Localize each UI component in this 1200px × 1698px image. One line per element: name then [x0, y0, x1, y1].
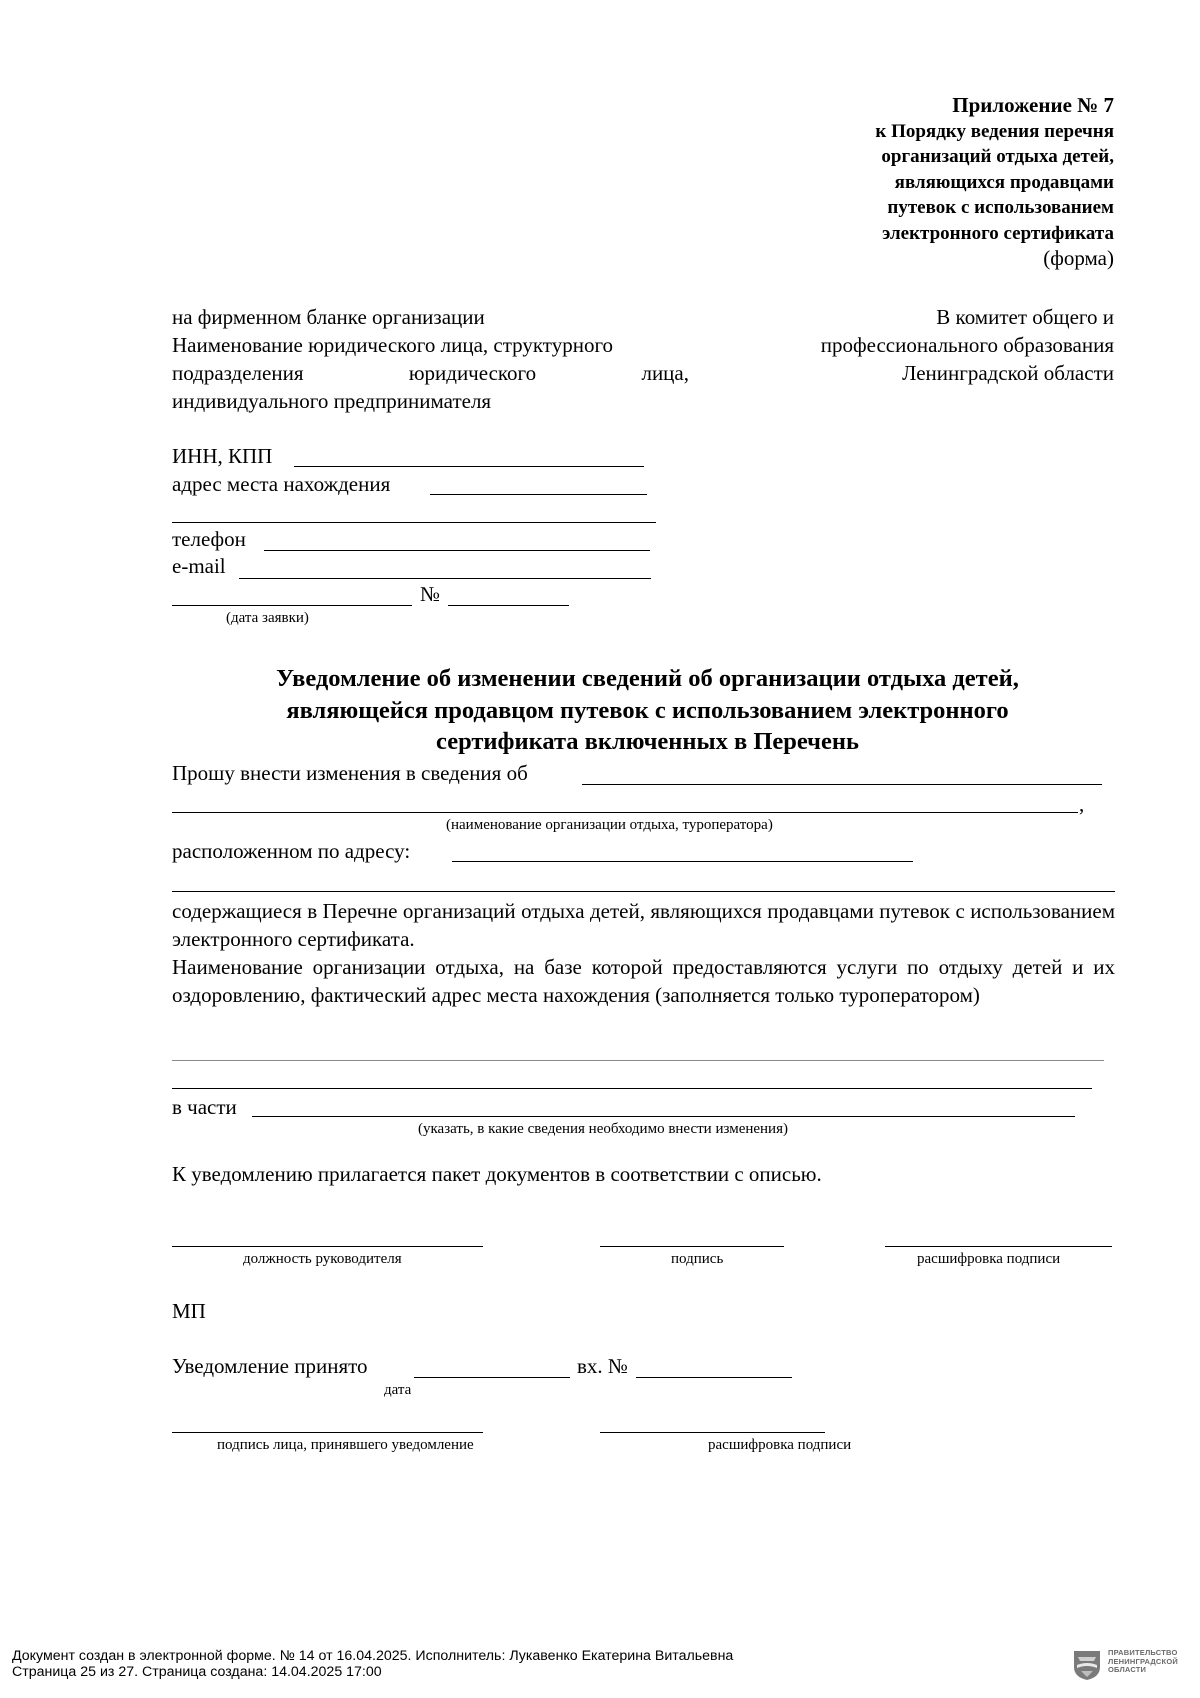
recipient-line1: В комитет общего и — [936, 305, 1114, 329]
notification-accepted-label: Уведомление принято — [172, 1354, 368, 1378]
receiver-signature-caption: подпись лица, принявшего уведомление — [217, 1437, 474, 1453]
signature-field[interactable] — [600, 1246, 784, 1247]
phone-field[interactable] — [264, 550, 650, 551]
organization-name-caption: (наименование организации отдыха, туроператора) — [446, 817, 773, 833]
acceptance-date-field[interactable] — [414, 1377, 570, 1378]
document-footer — [12, 1649, 733, 1680]
appendix-title: Приложение № 7 — [952, 93, 1114, 117]
recreation-org-field[interactable] — [172, 1060, 1104, 1061]
stamp-placeholder: МП — [172, 1299, 206, 1323]
address-field[interactable] — [430, 494, 647, 495]
application-date-field[interactable] — [172, 605, 412, 606]
appendix-line: электронного сертификата — [882, 222, 1114, 244]
application-date-caption: (дата заявки) — [226, 610, 309, 626]
location-address-field-continued[interactable] — [172, 891, 1115, 892]
changes-caption: (указать, в какие сведения необходимо внести изменения) — [418, 1121, 788, 1137]
signature-decoding-field[interactable] — [885, 1246, 1112, 1247]
coat-of-arms-icon — [1072, 1649, 1102, 1681]
manager-position-caption: должность руководителя — [243, 1251, 402, 1267]
address-field-continued[interactable] — [172, 522, 656, 523]
appendix-line: организаций отдыха детей, — [881, 146, 1114, 167]
letterhead-note: на фирменном бланке организации — [172, 305, 485, 329]
government-logo — [1072, 1649, 1184, 1685]
signature-decoding-caption: расшифровка подписи — [917, 1251, 1061, 1267]
heading-line: Уведомление об изменении сведений об организации отдыха детей, — [276, 665, 1019, 692]
inn-kpp-label: ИНН, КПП — [172, 444, 273, 468]
recipient-line3: Ленинградской области — [902, 361, 1114, 385]
receiver-signature-field[interactable] — [172, 1432, 483, 1433]
changes-field[interactable] — [252, 1116, 1075, 1117]
entity-name-word: лица, — [641, 361, 689, 385]
entity-name-word: юридического — [408, 361, 537, 385]
request-text: Прошу внести изменения в сведения об — [172, 761, 528, 785]
heading-line: являющейся продавцом путевок с использованием электронного — [286, 696, 1009, 724]
location-address-field[interactable] — [452, 861, 913, 862]
incoming-number-field[interactable] — [636, 1377, 792, 1378]
organization-name-field[interactable] — [582, 784, 1102, 785]
receiver-decoding-field[interactable] — [600, 1432, 825, 1433]
email-label: e-mail — [172, 554, 226, 578]
address-label: адрес места нахождения — [172, 472, 391, 496]
recreation-org-field-continued[interactable] — [172, 1088, 1092, 1089]
entity-name-word: подразделения — [172, 361, 304, 385]
entity-name-line3: индивидуального предпринимателя — [172, 389, 492, 413]
appendix-line: являющихся продавцами — [894, 171, 1114, 193]
signature-caption: подпись — [671, 1251, 724, 1267]
recipient-line2: профессионального образования — [820, 333, 1114, 357]
email-field[interactable] — [239, 578, 651, 579]
phone-label: телефон — [172, 527, 246, 551]
heading-line: сертификата включенных в Перечень — [436, 728, 859, 755]
recreation-org-instruction: Наименование организации отдыха, на базе которой предоставляются услуги по отдыху детей и их оздоровлению, фактический адрес места нахождения (заполняется только туроператором) — [172, 955, 1115, 1007]
in-part-label: в части — [172, 1095, 237, 1119]
incoming-number-label: вх. № — [577, 1354, 628, 1378]
number-sign: № — [420, 582, 441, 606]
appendix-line: путевок с использованием — [887, 197, 1114, 218]
footer-line: Документ создан в электронной форме. № 14 от 16.04.2025. Исполнитель: Лукавенко Екатерина Витальевна — [12, 1648, 734, 1664]
entity-name-line1: Наименование юридического лица, структурного — [172, 333, 614, 357]
organization-name-field-continued[interactable] — [172, 812, 1078, 813]
document-heading — [160, 663, 1135, 758]
contained-in-list-text: содержащиеся в Перечне организаций отдыха детей, являющихся продавцами путевок с использованием электронного сертификата. — [172, 899, 1115, 951]
appendix-line: к Порядку ведения перечня — [875, 120, 1114, 142]
acceptance-date-caption: дата — [384, 1382, 412, 1398]
located-at-label: расположенном по адресу: — [172, 839, 411, 863]
form-label: (форма) — [1043, 246, 1114, 270]
manager-position-field[interactable] — [172, 1246, 483, 1247]
attachment-text: К уведомлению прилагается пакет документов в соответствии с описью. — [172, 1162, 822, 1186]
receiver-decoding-caption: расшифровка подписи — [708, 1437, 852, 1453]
comma: , — [1079, 792, 1085, 816]
inn-kpp-field[interactable] — [294, 466, 644, 467]
government-logo-text: ПРАВИТЕЛЬСТВО ЛЕНИНГРАДСКОЙ ОБЛАСТИ — [1108, 1648, 1178, 1675]
entity-name-line2 — [172, 359, 689, 387]
footer-line: Страница 25 из 27. Страница создана: 14.04.2025 17:00 — [12, 1663, 382, 1680]
appendix-header — [875, 93, 1114, 272]
application-number-field[interactable] — [448, 605, 569, 606]
